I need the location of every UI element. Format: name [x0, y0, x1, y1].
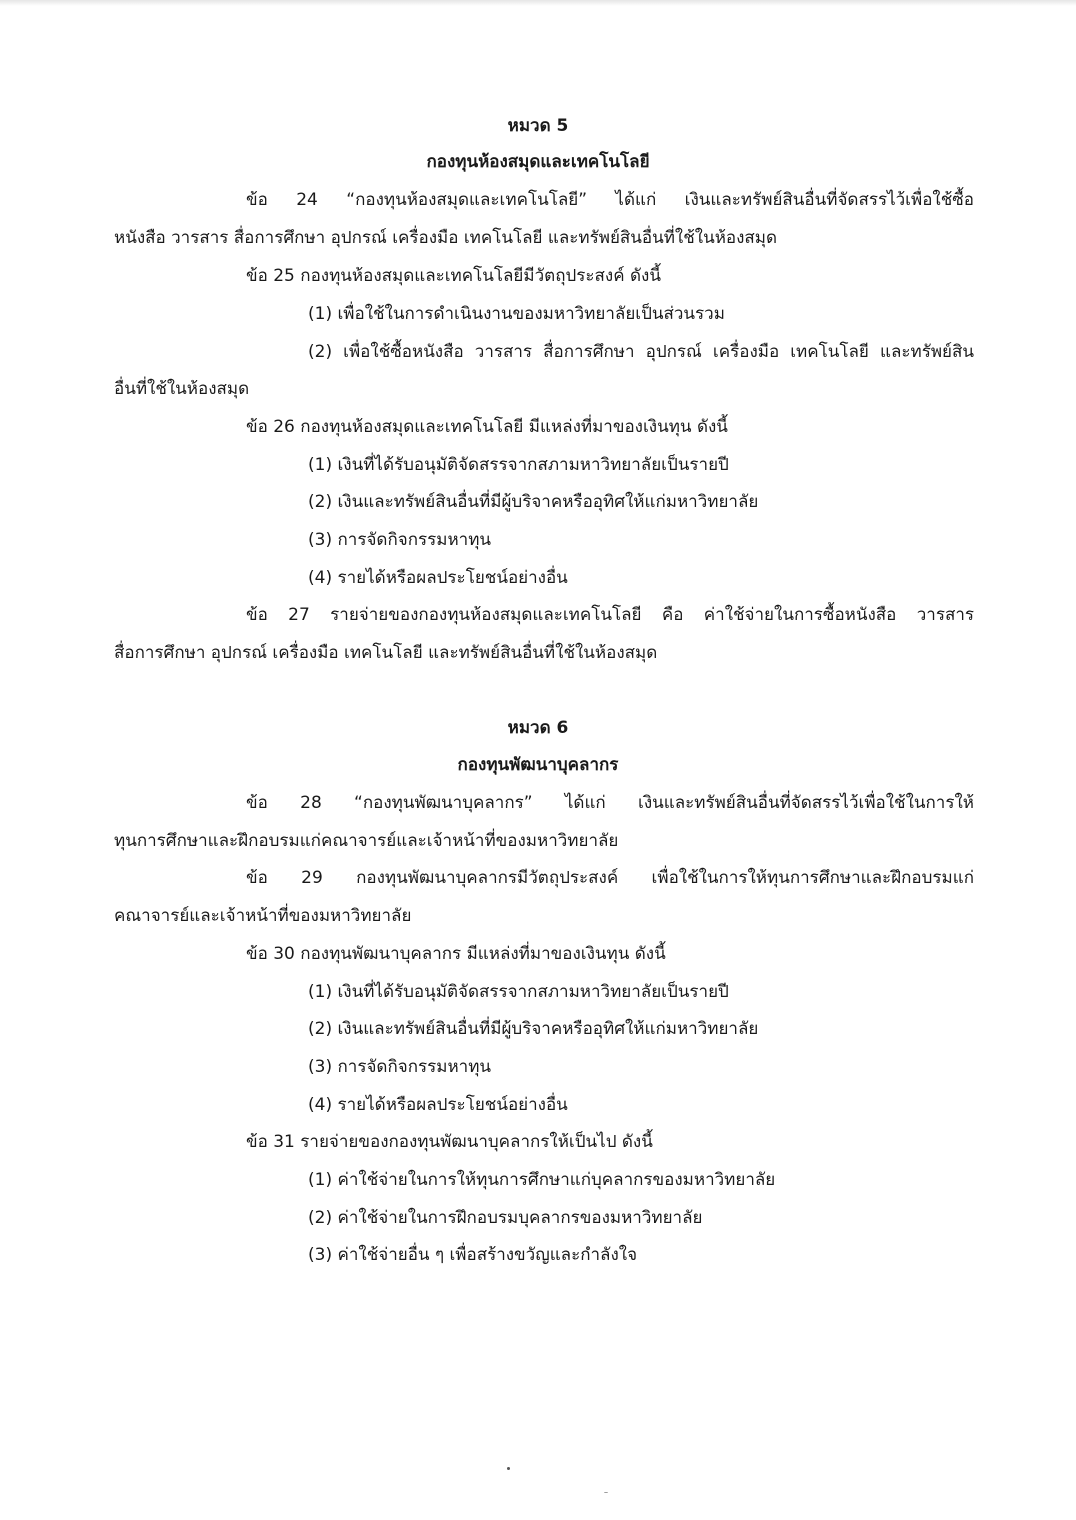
chapter-5-title: หมวด 5 — [507, 116, 569, 136]
article-31-item-1: (1) ค่าใช้จ่ายในการให้ทุนการศึกษาแก่บุคลากรของมหาวิทยาลัย — [308, 1170, 776, 1190]
article-30-item-1: (1) เงินที่ได้รับอนุมัติจัดสรรจากสภามหาวิทยาลัยเป็นรายปี — [308, 982, 729, 1002]
article-26-item-4: (4) รายได้หรือผลประโยชน์อย่างอื่น — [308, 568, 568, 588]
article-25-line-1: ข้อ 25 กองทุนห้องสมุดและเทคโนโลยีมีวัตถุประสงค์ ดังนี้ — [246, 266, 661, 286]
article-27-line-1: ข้อ 27 รายจ่ายของกองทุนห้องสมุดและเทคโนโลยี คือ ค่าใช้จ่ายในการซื้อหนังสือ วารสาร — [246, 605, 974, 625]
article-26-item-1: (1) เงินที่ได้รับอนุมัติจัดสรรจากสภามหาวิทยาลัยเป็นรายปี — [308, 455, 729, 475]
scan-speck — [507, 1467, 510, 1470]
article-31-item-3: (3) ค่าใช้จ่ายอื่น ๆ เพื่อสร้างขวัญและกำลังใจ — [308, 1245, 638, 1265]
article-26-line-1: ข้อ 26 กองทุนห้องสมุดและเทคโนโลยี มีแหล่งที่มาของเงินทุน ดังนี้ — [246, 417, 728, 437]
scan-speck — [604, 1492, 608, 1493]
article-25-item-1: (1) เพื่อใช้ในการดำเนินงานของมหาวิทยาลัยเป็นส่วนรวม — [308, 304, 725, 324]
scan-top-edge — [0, 0, 1076, 6]
article-26-item-2: (2) เงินและทรัพย์สินอื่นที่มีผู้บริจาคหรืออุทิศให้แก่มหาวิทยาลัย — [308, 492, 759, 512]
article-29-line-1: ข้อ 29 กองทุนพัฒนาบุคลากรมีวัตถุประสงค์ เพื่อใช้ในการให้ทุนการศึกษาและฝึกอบรมแก่ — [246, 868, 974, 888]
article-30-item-4: (4) รายได้หรือผลประโยชน์อย่างอื่น — [308, 1095, 568, 1115]
article-30-item-2: (2) เงินและทรัพย์สินอื่นที่มีผู้บริจาคหรืออุทิศให้แก่มหาวิทยาลัย — [308, 1019, 759, 1039]
article-25-item-2-line-2: อื่นที่ใช้ในห้องสมุด — [114, 379, 250, 399]
article-28-line-2: ทุนการศึกษาและฝึกอบรมแก่คณาจารย์และเจ้าหน้าที่ของมหาวิทยาลัย — [114, 831, 619, 851]
article-31-line-1: ข้อ 31 รายจ่ายของกองทุนพัฒนาบุคลากรให้เป็นไป ดังนี้ — [246, 1132, 653, 1152]
article-30-line-1: ข้อ 30 กองทุนพัฒนาบุคลากร มีแหล่งที่มาของเงินทุน ดังนี้ — [246, 944, 666, 964]
chapter-6-subtitle: กองทุนพัฒนาบุคลากร — [457, 755, 619, 775]
article-29-line-2: คณาจารย์และเจ้าหน้าที่ของมหาวิทยาลัย — [114, 906, 412, 926]
article-25-item-2-line-1: (2) เพื่อใช้ซื้อหนังสือ วารสาร สื่อการศึกษา อุปกรณ์ เครื่องมือ เทคโนโลยี และทรัพย์สิน — [308, 342, 974, 362]
article-27-line-2: สื่อการศึกษา อุปกรณ์ เครื่องมือ เทคโนโลยี และทรัพย์สินอื่นที่ใช้ในห้องสมุด — [114, 643, 658, 663]
article-24-line-1: ข้อ 24 “กองทุนห้องสมุดและเทคโนโลยี” ได้แก่ เงินและทรัพย์สินอื่นที่จัดสรรไว้เพื่อใช้ซื้อ — [246, 190, 974, 210]
article-31-item-2: (2) ค่าใช้จ่ายในการฝึกอบรมบุคลากรของมหาวิทยาลัย — [308, 1208, 703, 1228]
article-26-item-3: (3) การจัดกิจกรรมหาทุน — [308, 530, 492, 550]
article-24-line-2: หนังสือ วารสาร สื่อการศึกษา อุปกรณ์ เครื่องมือ เทคโนโลยี และทรัพย์สินอื่นที่ใช้ในห้องสมุด — [114, 228, 778, 248]
article-30-item-3: (3) การจัดกิจกรรมหาทุน — [308, 1057, 492, 1077]
chapter-5-subtitle: กองทุนห้องสมุดและเทคโนโลยี — [426, 152, 650, 172]
chapter-6-title: หมวด 6 — [507, 718, 569, 738]
article-28-line-1: ข้อ 28 “กองทุนพัฒนาบุคลากร” ได้แก่ เงินและทรัพย์สินอื่นที่จัดสรรไว้เพื่อใช้ในการให้ — [246, 793, 974, 813]
